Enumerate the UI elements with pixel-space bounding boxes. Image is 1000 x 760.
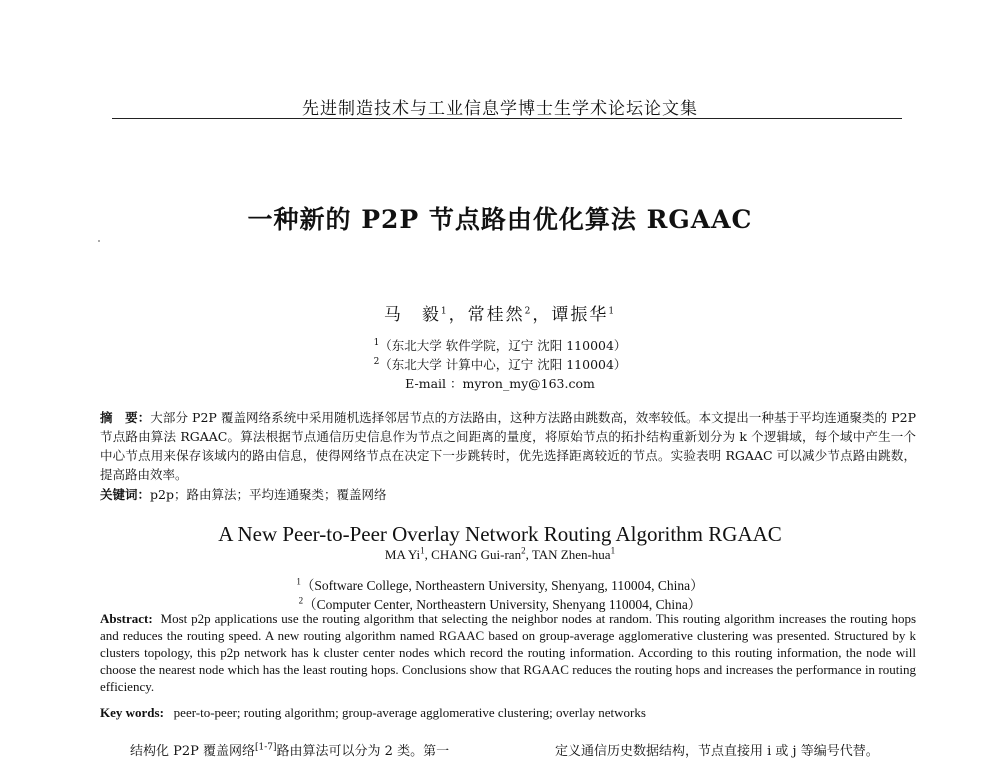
email: E-mail ：myron_my@163.com [405, 376, 595, 391]
author-sup: 2 [524, 306, 533, 317]
scan-speck [98, 240, 100, 242]
keywords-cn-label: 关键词： [100, 487, 151, 502]
abstract-cn [100, 408, 916, 484]
affiliation-text: （东北大学 计算中心，辽宁 沈阳 110004） [379, 357, 627, 372]
author-name: 马 毅 [383, 305, 441, 325]
keywords-en-text: peer-to-peer; routing algorithm; group-average agglomerative clustering; overlay networks [173, 705, 646, 720]
citation-ref: [1-7] [255, 742, 277, 753]
author-name: 谭振华 [551, 305, 609, 325]
author-name-en: TAN Zhen-hua [531, 547, 611, 562]
author-sup: 1 [608, 306, 617, 317]
affiliation-cn-2 [0, 355, 1000, 373]
author-list-en: MA Yi$^1$, CHANG Gui-ran$^2$, TAN Zhen-hua$^1$ [384, 545, 616, 562]
author-sup: 1 [440, 306, 449, 317]
keywords-en [100, 705, 646, 721]
author-name: 常桂然 [467, 305, 525, 325]
paper-title: 一种新的 P2P 节点路由优化算法 RGAAC [247, 205, 753, 234]
abstract-cn-label: 摘 要： [100, 410, 151, 425]
author-name-en: CHANG Gui-ran [431, 547, 522, 562]
affiliation-sup: 2 [298, 595, 304, 606]
author-sup: 1 [610, 545, 616, 556]
affiliation-text: （Computer Center, Northeastern University, Shenyang 110004, China） [303, 597, 702, 612]
paper-title-en: A New Peer-to-Peer Overlay Network Routing Algorithm RGAAC [218, 522, 782, 546]
affiliation-sup: 2 [373, 356, 380, 367]
keywords-en-label: Key words: [100, 705, 164, 720]
keywords-cn-text: p2p；路由算法；平均连通聚类；覆盖网络 [150, 487, 387, 502]
keywords-cn [100, 485, 386, 503]
affiliation-text: （东北大学 软件学院，辽宁 沈阳 110004） [379, 338, 627, 353]
body-text-before: 结构化 P2P 覆盖网络 [130, 744, 256, 759]
abstract-cn-text: 大部分 P2P 覆盖网络系统中采用随机选择邻居节点的方法路由，这种方法路由跳数高，效率较低。本文提出一种基于平均连通聚类的 P2P 节点路由算法 RGAAC。算法根据节点通信历史信息作为节点之间距离的量度，将原始节点的拓扑结构重新划分为 k 个逻辑域，每个域中产生一个中心节点用来保存该域内的路由信息，使得网络节点在决定下一步跳转时，优先选择距离较近的节点。实验表明 RGAAC 可以减少节点路由跳数，提高路由效率。 [100, 410, 916, 482]
body-text-left [130, 740, 449, 759]
header-rule [112, 118, 902, 119]
running-header: 先进制造技术与工业信息学博士生学术论坛论文集 [302, 99, 698, 119]
affiliation-sup: 1 [296, 576, 301, 587]
author-list: 马 毅$^1$，常桂然$^2$，谭振华$^1$ [383, 305, 617, 325]
abstract-en-text: Most p2p applications use the routing algorithm that selecting the neighbor nodes at random. This routing algorithm increases the routing hops and reduces the routing speed. A new routing algorithm named RGAAC based on group-average agglomerative clustering was presented. Structured by k clusters topology, this p2p network has k cluster center nodes which record the routing information. According to this routing information, the node will choose the nearest node which has the least routing hops. Conclusions show that RGAAC reduces the routing hops and increases the performance in routing efficiency. [100, 611, 916, 694]
abstract-en [100, 610, 916, 695]
affiliation-sup: 1 [373, 337, 380, 348]
body-text-right: 定义通信历史数据结构，节点直接用 i 或 j 等编号代替。 [555, 744, 879, 759]
body-text-after: 路由算法可以分为 2 类。第一 [276, 744, 450, 759]
author-sup: 1 [420, 545, 425, 556]
author-name-en: MA Yi [384, 547, 421, 562]
affiliation-en-1 [0, 574, 1000, 594]
affiliation-text: （Software College, Northeastern University, Shenyang, 110004, China） [300, 578, 704, 593]
abstract-en-label: Abstract: [100, 611, 153, 626]
affiliation-cn-1 [0, 336, 1000, 354]
author-sup: 2 [521, 545, 526, 556]
